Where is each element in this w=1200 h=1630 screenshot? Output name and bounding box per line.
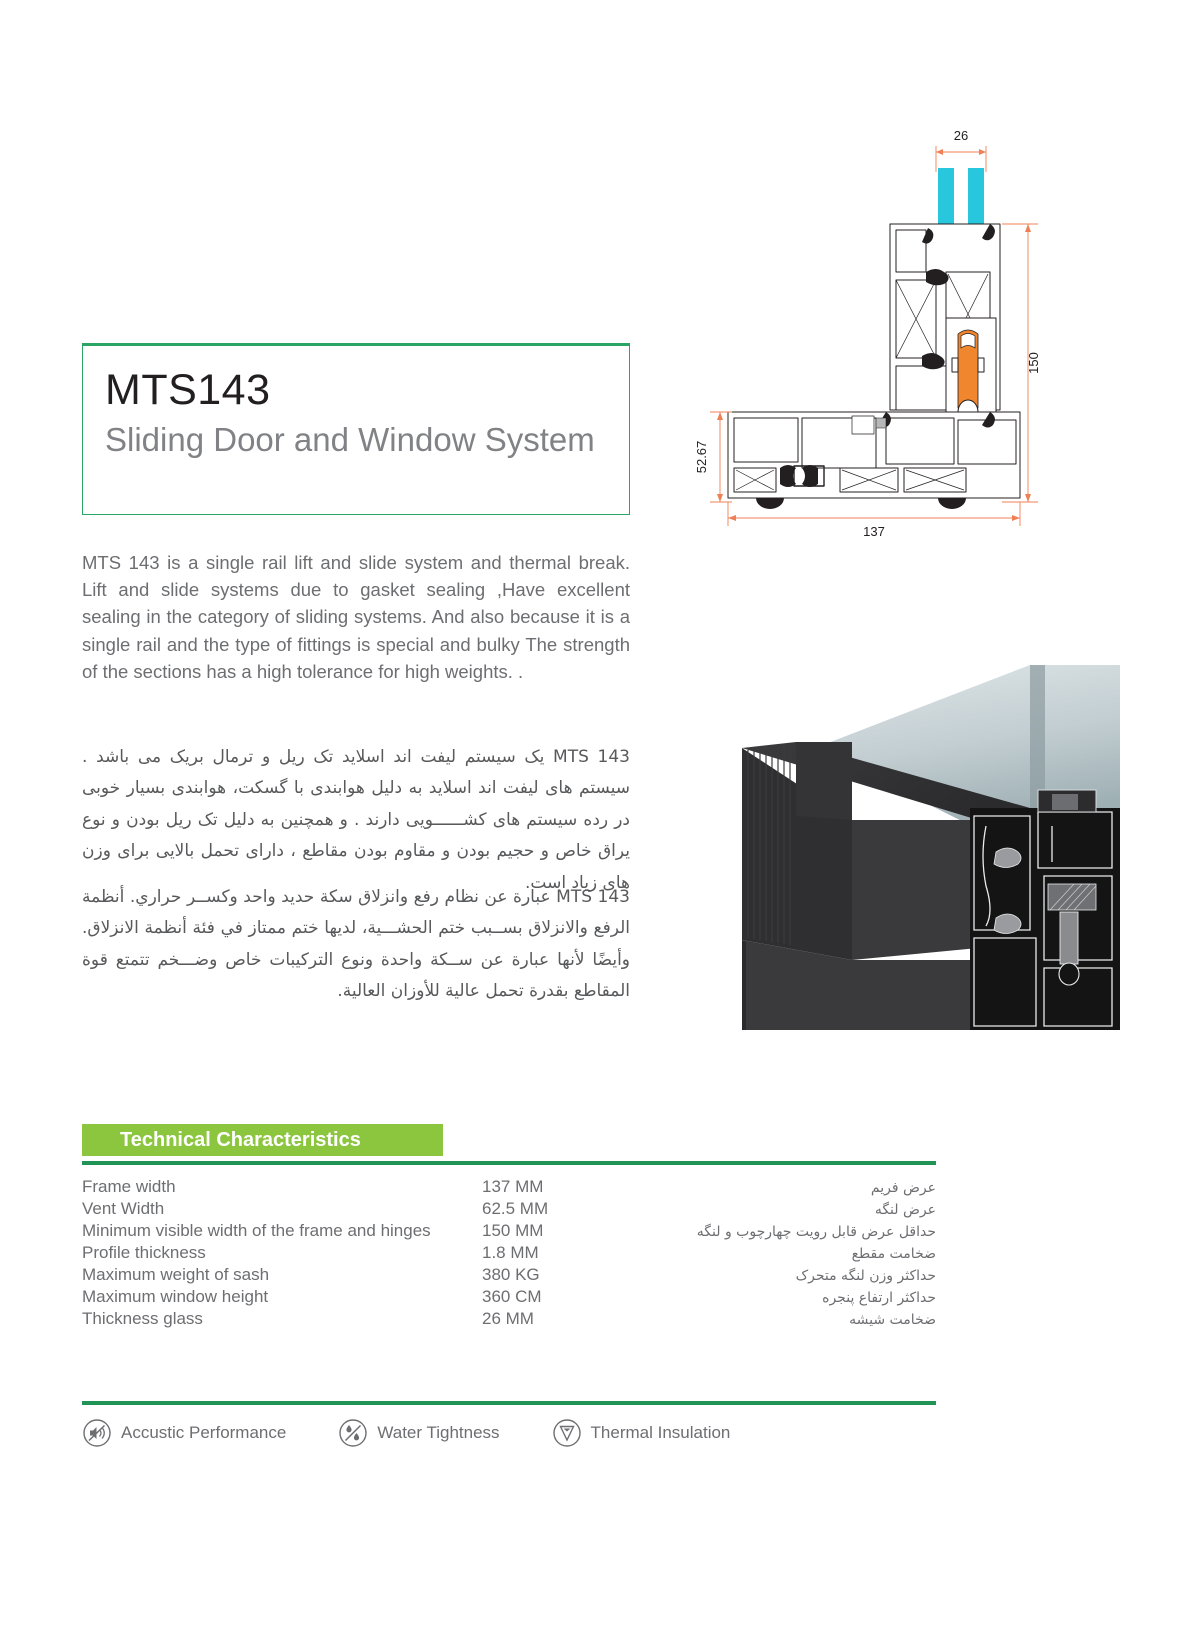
divider-top <box>82 1161 936 1165</box>
spec-label: Maximum weight of sash <box>82 1265 270 1284</box>
product-title-block <box>82 343 630 515</box>
dimension-label-frame-width: 137 <box>863 524 885 539</box>
spec-label: Vent Width <box>82 1199 165 1218</box>
feature-water-tightness <box>338 1418 499 1448</box>
spec-value: 137 MM <box>482 1177 544 1196</box>
technical-characteristics-banner <box>82 1124 443 1156</box>
table-row <box>82 1264 936 1286</box>
spec-label: Minimum visible width of the frame and hinges <box>82 1221 431 1240</box>
spec-label-rtl: ضخامت شیشه <box>849 1312 936 1328</box>
description-persian: MTS 143 یک سیستم لیفت اند اسلاید تک ریل و ترمال بریک می باشد . سیستم های لیفت اند اسلاید به دلیل هوابندی با گسکت، هوابندی بسیار خوبی در رده سیستم های کشــــــویی دارند . و همچنین به دلیل تک ریل بودن و نوع یراق خاص و حجیم بودن و مقاوم بودن مقاطع ، دارای تحمل بالایی برای وزن های زیاد است. <box>82 747 630 893</box>
divider-bottom <box>82 1401 936 1405</box>
feature-label: Water Tightness <box>377 1423 500 1442</box>
dimension-label-sill-height: 52.67 <box>694 440 709 474</box>
spec-value: 360 CM <box>482 1287 542 1306</box>
spec-label-rtl: حداکثر وزن لنگه متحرک <box>795 1268 936 1284</box>
spec-value: 1.8 MM <box>482 1243 539 1262</box>
profile-section-cut <box>970 790 1120 1030</box>
specifications-table <box>82 1176 936 1330</box>
spec-label-rtl: حداقل عرض قابل رویت چهارچوب و لنگه <box>696 1224 936 1240</box>
spec-value: 380 KG <box>482 1265 540 1284</box>
spec-label-rtl: عرض فریم <box>870 1180 936 1196</box>
product-subtitle: Sliding Door and Window System <box>105 421 595 459</box>
table-row <box>82 1242 936 1264</box>
feature-icon-row <box>82 1418 936 1448</box>
acoustic-performance-icon <box>82 1418 112 1448</box>
spec-label: Thickness glass <box>82 1309 203 1328</box>
table-row <box>82 1176 936 1198</box>
dimension-label-overall-height: 150 <box>1026 352 1041 374</box>
table-row <box>82 1198 936 1220</box>
spec-label: Maximum window height <box>82 1287 269 1306</box>
table-row <box>82 1286 936 1308</box>
spec-label: Profile thickness <box>82 1243 206 1262</box>
thermal-insulation-icon <box>552 1418 582 1448</box>
spec-label-rtl: حداکثر ارتفاع پنجره <box>822 1290 936 1306</box>
page-title: MTS143 <box>105 366 271 414</box>
spec-label-rtl: ضخامت مقطع <box>851 1246 936 1262</box>
water-tightness-icon <box>338 1418 368 1448</box>
spec-label-rtl: عرض لنگه <box>874 1202 936 1218</box>
spec-value: 26 MM <box>482 1309 534 1328</box>
feature-label: Thermal Insulation <box>590 1423 731 1442</box>
cad-cross-section-drawing <box>690 120 1120 540</box>
spec-value: 150 MM <box>482 1221 544 1240</box>
feature-acoustic-performance <box>82 1418 286 1448</box>
description-arabic: MTS 143 عبارة عن نظام رفع وانزلاق سكة حديد واحد وكســر حراري. أنظمة الرفع والانزلاق بســبب ختم الحشـــية، لديها ختم ممتاز في فئة أنظمة الانزلاق. وأيضًا لأنها عبارة عن ســكة واحدة ونوع التركيبات خاص وضـــخم تتمتع قوة المقاطع بقدرة تحمل عالية للأوزان العالية. <box>82 887 631 1002</box>
dimension-label-glass-thickness: 26 <box>953 128 969 143</box>
technical-characteristics-title: Technical Characteristics <box>120 1128 361 1151</box>
description-english: MTS 143 is a single rail lift and slide system and thermal break. Lift and slide systems due to gasket sealing ,Have excellent sealing in the category of sliding systems. And also because it is a single rail and the type of fittings is special and bulky The strength of the sections has a high tolerance for high weights. . <box>82 552 630 682</box>
feature-label: Accustic Performance <box>121 1423 287 1442</box>
product-profile-render <box>700 630 1120 1030</box>
table-row <box>82 1220 936 1242</box>
table-row <box>82 1308 936 1330</box>
spec-label: Frame width <box>82 1177 176 1196</box>
feature-thermal-insulation <box>552 1418 731 1448</box>
spec-value: 62.5 MM <box>482 1199 549 1218</box>
